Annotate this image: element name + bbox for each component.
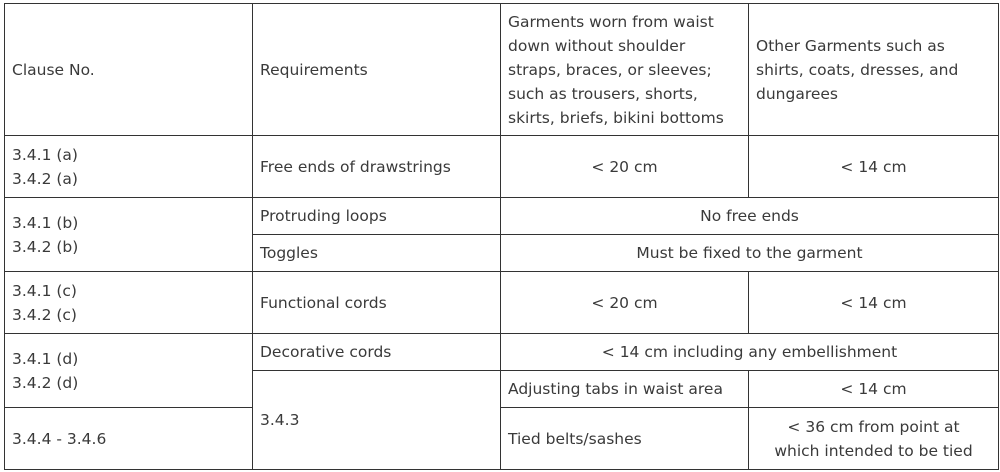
requirements-table xyxy=(4,3,999,470)
merged-value: < 14 cm including any embellishment xyxy=(501,334,999,371)
requirement-cell: Adjusting tabs in waist area xyxy=(501,371,749,408)
header-waist-down-garments: Garments worn from waist down without shoulder straps, braces, or sleeves; such as trousers, shorts, skirts, briefs, bikini bottoms xyxy=(501,4,749,136)
other-value: < 14 cm xyxy=(749,371,999,408)
waist-down-value: < 20 cm xyxy=(501,136,749,198)
other-value: < 36 cm from point at which intended to be tied xyxy=(749,408,999,470)
header-requirements: Requirements xyxy=(253,4,501,136)
requirement-cell: Free ends of drawstrings xyxy=(253,136,501,198)
requirement-cell: Functional cords xyxy=(253,272,501,334)
requirement-cell: Protruding loops xyxy=(253,198,501,235)
other-value: < 14 cm xyxy=(749,136,999,198)
table-row-drawstrings xyxy=(5,136,999,198)
table-row-decorative xyxy=(5,334,999,371)
waist-down-value: < 20 cm xyxy=(501,272,749,334)
clause-cell: 3.4.1 (a) 3.4.2 (a) xyxy=(5,136,253,198)
table-row-loops xyxy=(5,198,999,235)
requirement-cell: Toggles xyxy=(253,235,501,272)
requirement-cell: Decorative cords xyxy=(253,334,501,371)
clause-cell: 3.4.1 (c) 3.4.2 (c) xyxy=(5,272,253,334)
clause-cell: 3.4.1 (b) 3.4.2 (b) xyxy=(5,198,253,272)
table-row-functional xyxy=(5,272,999,334)
header-clause: Clause No. xyxy=(5,4,253,136)
header-row xyxy=(5,4,999,136)
other-value: < 14 cm xyxy=(749,272,999,334)
table-row-belts xyxy=(5,408,999,470)
merged-value: No free ends xyxy=(501,198,999,235)
clause-cell: 3.4.4 - 3.4.6 xyxy=(5,408,253,470)
clause-cell: 3.4.1 (d) 3.4.2 (d) xyxy=(5,334,253,408)
requirement-cell: 3.4.3 xyxy=(253,371,501,470)
requirement-cell: Tied belts/sashes xyxy=(501,408,749,470)
header-other-garments: Other Garments such as shirts, coats, dresses, and dungarees xyxy=(749,4,999,136)
merged-value: Must be fixed to the garment xyxy=(501,235,999,272)
